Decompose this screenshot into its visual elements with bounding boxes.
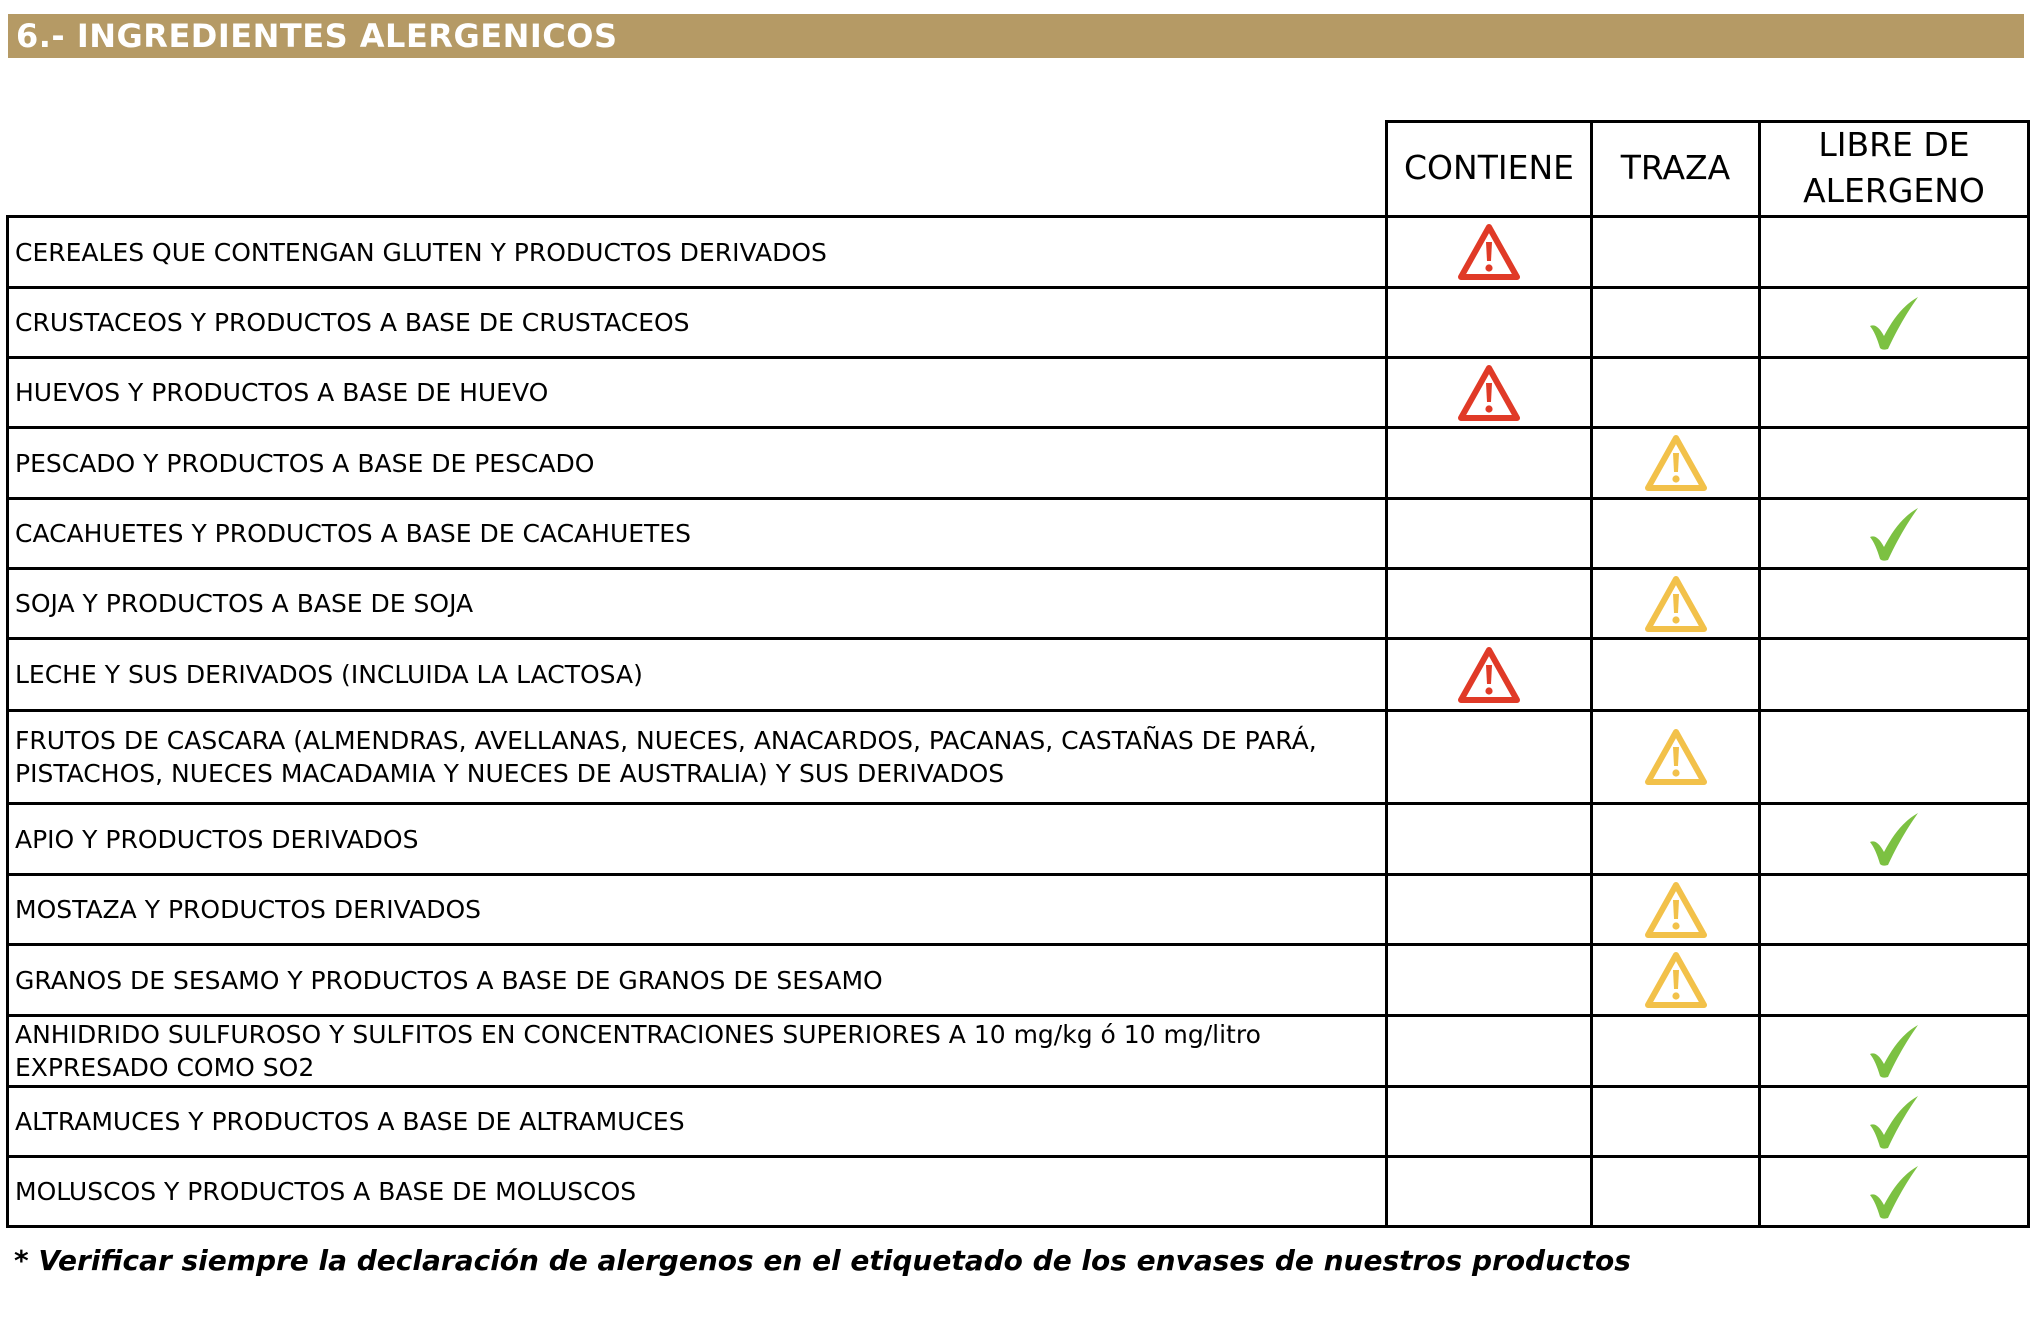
allergen-label: MOLUSCOS Y PRODUCTOS A BASE DE MOLUSCOS	[15, 1177, 637, 1206]
checkmark-icon	[1761, 1017, 2027, 1085]
allergen-label: GRANOS DE SESAMO Y PRODUCTOS A BASE DE GRANOS DE SESAMO	[15, 965, 883, 995]
warning-triangle-icon	[1593, 429, 1758, 497]
allergen-label: ALTRAMUCES Y PRODUCTOS A BASE DE ALTRAMUCES	[15, 1107, 685, 1136]
warning-triangle-icon	[1593, 946, 1758, 1014]
warning-triangle-icon	[1388, 218, 1590, 286]
row-border	[6, 1225, 2030, 1228]
allergen-label: CEREALES QUE CONTENGAN GLUTEN Y PRODUCTOS DERIVADOS	[15, 237, 827, 267]
checkmark-icon	[1761, 500, 2027, 567]
footnote: * Verificar siempre la declaración de alergenos en el etiquetado de los envases de nuestros productos	[14, 1244, 1631, 1277]
warning-triangle-icon	[1388, 359, 1590, 426]
warning-triangle-icon	[1593, 876, 1758, 943]
allergen-label: APIO Y PRODUCTOS DERIVADOS	[15, 824, 419, 854]
warning-triangle-icon	[1593, 570, 1758, 637]
allergen-label: CRUSTACEOS Y PRODUCTOS A BASE DE CRUSTACEOS	[15, 308, 690, 337]
allergen-label: PESCADO Y PRODUCTOS A BASE DE PESCADO	[15, 448, 595, 478]
allergen-label: FRUTOS DE CASCARA (ALMENDRAS, AVELLANAS, NUECES, ANACARDOS, PACANAS, CASTAÑAS DE PARÁ, PISTACHOS, NUECES MACADAMIA Y NUECES DE AUSTRALIA) Y SUS DERIVADOS	[15, 726, 1317, 788]
checkmark-icon	[1761, 289, 2027, 356]
checkmark-icon	[1761, 805, 2027, 873]
checkmark-icon	[1761, 1088, 2027, 1155]
checkmark-icon	[1761, 1158, 2027, 1225]
allergen-label: SOJA Y PRODUCTOS A BASE DE SOJA	[15, 589, 474, 618]
header-column-divider	[2027, 120, 2030, 215]
warning-triangle-icon	[1388, 640, 1590, 709]
allergen-label: LECHE Y SUS DERIVADOS (INCLUIDA LA LACTOSA)	[15, 660, 643, 689]
section-title: 6.- INGREDIENTES ALERGENICOS	[8, 14, 2024, 58]
allergen-label: MOSTAZA Y PRODUCTOS DERIVADOS	[15, 895, 482, 924]
column-header: CONTIENE	[1404, 147, 1574, 187]
column-header: LIBRE DE ALERGENO	[1803, 124, 1985, 210]
column-header: TRAZA	[1620, 147, 1731, 187]
warning-triangle-icon	[1593, 712, 1758, 802]
column-border	[2027, 215, 2030, 1228]
allergen-label: ANHIDRIDO SULFUROSO Y SULFITOS EN CONCENTRACIONES SUPERIORES A 10 mg/kg ó 10 mg/litro EXPRESADO COMO SO2	[15, 1020, 1261, 1082]
allergen-label: CACAHUETES Y PRODUCTOS A BASE DE CACAHUETES	[15, 519, 691, 548]
allergen-label: HUEVOS Y PRODUCTOS A BASE DE HUEVO	[15, 378, 549, 407]
